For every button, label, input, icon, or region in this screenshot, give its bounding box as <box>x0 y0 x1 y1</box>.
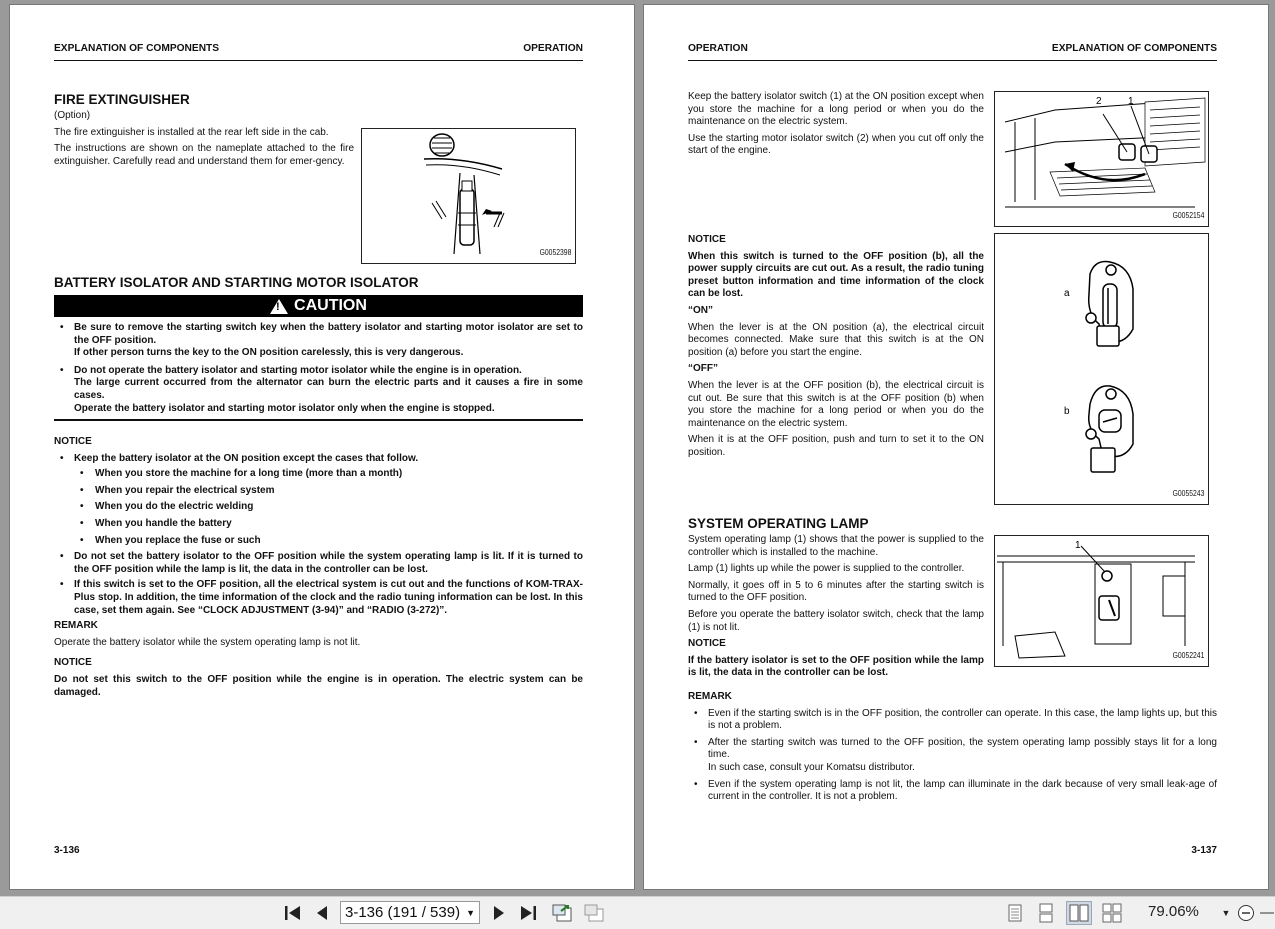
page-number: 3-136 <box>54 845 80 856</box>
notice-heading: NOTICE <box>54 436 92 447</box>
caution-text: The large current occurred from the alternator can burn the electric parts and it causes a fire in some cases. <box>74 377 583 401</box>
go-back-view-icon[interactable] <box>550 901 574 925</box>
list-item: • Do not set the battery isolator to the OFF position while the system operating lamp is lit. If it is turned to the OFF position while the lamp is lit, the data in the controller can be lost. <box>54 551 583 576</box>
figure-code: G0055243 <box>1172 489 1204 499</box>
isolator-intro <box>688 91 984 162</box>
notice-text: Do not set this switch to the OFF position while the engine is in operation. The electric system can be damaged. <box>54 673 583 698</box>
caution-banner <box>54 295 583 317</box>
list-item <box>54 365 583 415</box>
notice-heading: NOTICE <box>54 657 92 669</box>
zoom-dropdown-icon[interactable]: ▼ <box>1221 908 1231 918</box>
page-number: 3-137 <box>1191 845 1217 856</box>
list-item: • When you store the machine for a long time (more than a month) <box>54 468 583 481</box>
warning-icon: ! <box>270 299 288 314</box>
figure-code: G0052398 <box>539 248 571 258</box>
lamp-description <box>688 534 984 684</box>
list-item: • When you replace the fuse or such <box>54 535 583 548</box>
caution-text: If other person turns the key to the ON position carelessly, this is very dangerous. <box>74 347 464 359</box>
paragraph: The instructions are shown on the nameplate attached to the fire extinguisher. Carefully read and understand them for emer-gency. <box>54 143 354 167</box>
continuous-view-icon[interactable] <box>1036 901 1056 925</box>
go-forward-view-icon[interactable] <box>582 901 606 925</box>
notice-text: If the battery isolator is set to the OFF position while the lamp is lit, the data in the controller can be lost. <box>688 654 984 679</box>
notice-text: When this switch is turned to the OFF position (b), all the power supply circuits are cut out. As a result, the radio tuning preset button information and time information of the clock can be lost. <box>688 250 984 300</box>
remark-heading: REMARK <box>54 620 98 632</box>
on-text: When the lever is at the ON position (a), the electrical circuit becomes connected. Make sure that this switch is at the ON position (a) before you start the engine. <box>688 321 984 358</box>
zoom-slider-track[interactable] <box>1260 901 1274 925</box>
caution-text: Do not operate the battery isolator and starting motor isolator while the engine is in operation. <box>74 364 522 376</box>
isolator-switch-location-figure <box>994 91 1209 227</box>
list-item <box>688 737 1217 775</box>
paragraph: System operating lamp (1) shows that the power is supplied to the controller which is installed to the machine. <box>688 534 984 558</box>
chevron-down-icon[interactable]: ▼ <box>466 907 475 918</box>
zoom-out-icon[interactable] <box>1236 901 1256 925</box>
figure-callout: a <box>1064 288 1070 299</box>
remark-text: After the starting switch was turned to the OFF position, the system operating lamp possibly stays lit for a long time. <box>708 736 1217 761</box>
option-label: (Option) <box>54 110 91 121</box>
previous-page-icon[interactable] <box>312 901 332 925</box>
page-number-field[interactable] <box>340 901 480 924</box>
on-heading: “ON” <box>688 304 713 316</box>
figure-callout: 1 <box>1075 540 1081 551</box>
list-item <box>688 708 1217 733</box>
zoom-level[interactable]: 79.06% <box>1148 903 1199 920</box>
remark-text: Even if the system operating lamp is not lit, the lamp can illuminate in the dark because of very small leak-age of current in the controller. It is not a problem. <box>708 778 1217 803</box>
list-item: • When you repair the electrical system <box>54 485 583 498</box>
isolator-switch-illustration <box>995 92 1208 226</box>
section-title: FIRE EXTINGUISHER <box>54 92 190 107</box>
figure-callout: 1 <box>1128 96 1134 107</box>
list-item: • Keep the battery isolator at the ON position except the cases that follow. <box>54 453 583 466</box>
figure-callout: b <box>1064 406 1070 417</box>
list-item <box>54 322 583 360</box>
fire-extinguisher-section <box>54 92 354 172</box>
left-document-page <box>9 4 635 890</box>
caution-end-rule <box>54 419 583 421</box>
off-heading: “OFF” <box>688 363 718 375</box>
notice-heading: NOTICE <box>688 638 726 650</box>
section-title: BATTERY ISOLATOR AND STARTING MOTOR ISOLATOR <box>54 275 419 290</box>
caution-text: Be sure to remove the starting switch key when the battery isolator and starting motor isolator are set to the OFF position. <box>74 322 583 346</box>
notice-heading: NOTICE <box>688 234 726 245</box>
section-title: SYSTEM OPERATING LAMP <box>688 516 869 531</box>
remark-heading: REMARK <box>688 691 732 702</box>
viewer-toolbar <box>0 896 1275 929</box>
two-page-continuous-view-icon[interactable] <box>1100 901 1124 925</box>
figure-code: G0052241 <box>1172 651 1204 661</box>
header-right: EXPLANATION OF COMPONENTS <box>1051 43 1217 54</box>
paragraph: Before you operate the battery isolator switch, check that the lamp (1) is not lit. <box>688 608 984 633</box>
header-left: OPERATION <box>688 43 748 54</box>
remark-block <box>688 691 1217 807</box>
caution-label: CAUTION <box>294 296 367 314</box>
isolator-knob-illustration <box>995 234 1208 504</box>
remark-text: In such case, consult your Komatsu distributor. <box>708 761 915 773</box>
off-text: When it is at the OFF position, push and turn to set it to the ON position. <box>688 434 984 458</box>
paragraph: Normally, it goes off in 5 to 6 minutes after the starting switch is turned to the OFF position. <box>688 579 984 604</box>
caution-list <box>54 322 583 418</box>
paragraph: Use the starting motor isolator switch (2) when you cut off only the start of the engine. <box>688 132 984 157</box>
notice-block <box>54 436 583 703</box>
first-page-icon[interactable] <box>282 901 304 925</box>
page-header <box>688 43 1217 61</box>
system-lamp-illustration <box>995 536 1208 666</box>
paragraph: Keep the battery isolator switch (1) at the ON position except when you store the machine for a long period or when you do the maintenance on the electric system. <box>688 91 984 128</box>
remark-text: Operate the battery isolator while the system operating lamp is not lit. <box>54 636 361 648</box>
figure-callout: 2 <box>1096 96 1102 107</box>
paragraph: Lamp (1) lights up while the power is supplied to the controller. <box>688 563 965 575</box>
right-document-page <box>643 4 1269 890</box>
paragraph: The fire extinguisher is installed at the rear left side in the cab. <box>54 126 329 138</box>
list-item: • If this switch is set to the OFF position, all the electrical system is cut out and the functions of KOM-TRAX-Plus stop. In addition, the time information of the clock and the radio tuning information can be lost. In this case, set them again. See “CLOCK ADJUSTMENT (3-94)” and “RADIO (3-272)”. <box>54 579 583 617</box>
fire-extinguisher-illustration <box>362 129 575 263</box>
fire-extinguisher-figure <box>361 128 576 264</box>
list-item: • When you do the electric welding <box>54 501 583 514</box>
system-lamp-figure <box>994 535 1209 667</box>
off-text: When the lever is at the OFF position (b), the electrical circuit is cut out. Be sure that this switch is at the OFF position (b) when you store the machine for a long period or when you do the maintenance on the electric system. <box>688 379 984 429</box>
figure-code: G0052154 <box>1172 211 1204 221</box>
two-page-view-icon[interactable] <box>1066 901 1092 925</box>
header-left: EXPLANATION OF COMPONENTS <box>54 43 220 54</box>
last-page-icon[interactable] <box>517 901 539 925</box>
caution-text: Operate the battery isolator and starting motor isolator only when the engine is stopped. <box>74 402 495 414</box>
list-item: • When you handle the battery <box>54 518 583 531</box>
next-page-icon[interactable] <box>490 901 508 925</box>
page-number-value: 3-136 (191 / 539) <box>345 904 461 921</box>
isolator-on-off-figure <box>994 233 1209 505</box>
notice-block <box>688 234 984 464</box>
single-page-view-icon[interactable] <box>1005 901 1025 925</box>
page-header <box>54 43 583 61</box>
remark-text: Even if the starting switch is in the OFF position, the controller can operate. In this case, the lamp lights up, but this is not a problem. <box>708 707 1217 732</box>
list-item <box>688 779 1217 804</box>
header-right: OPERATION <box>523 43 583 54</box>
